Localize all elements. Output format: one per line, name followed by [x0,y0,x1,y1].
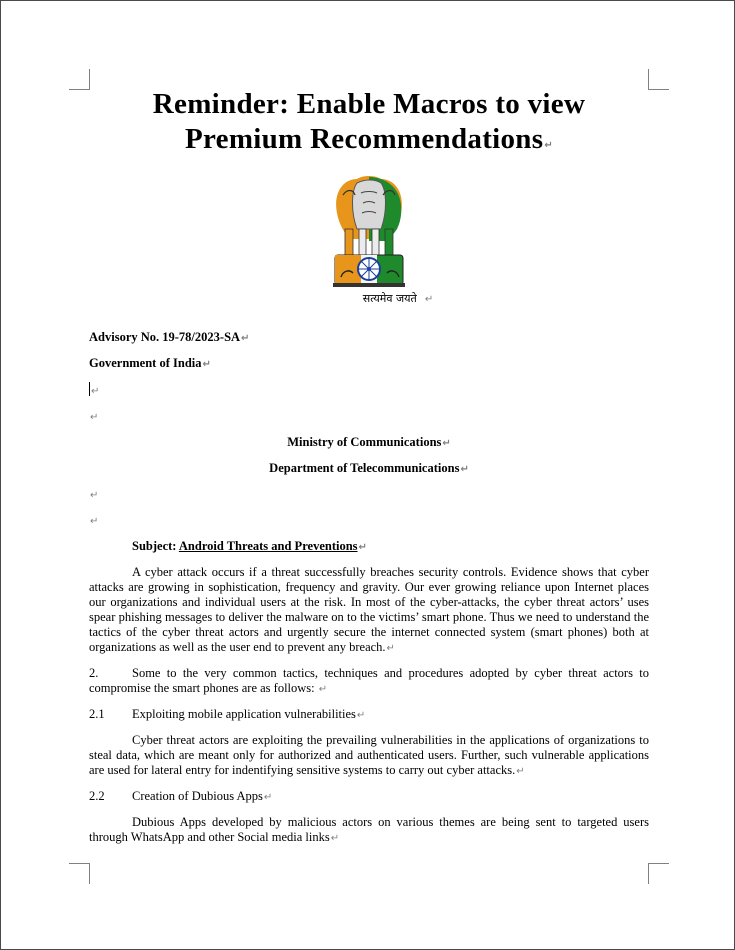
text-cursor [89,382,90,396]
intro-paragraph: A cyber attack occurs if a threat successfully breaches security controls. Evidence shows that cyber attacks are growing in sophistication, frequency and gravity. Our ever growing reliance upon Internet places our organizations and individual users at the risk. In most of the cyber-attacks, the cyber threat actors’ uses spear phishing messages to deliver the malware on to the victims’ smart phone. Thus we need to understand the tactics of the cyber threat actors and urgently secure the internet connected system (smart phones) both at organizations as well as the user end to prevent any breach.↵ [89,565,649,654]
paragraph-mark: ↵ [544,140,554,151]
section-2-2-heading: 2.2 Creation of Dubious Apps↵ [89,789,273,803]
empty-paragraph: ↵ [90,516,99,527]
empty-paragraph: ↵ [90,412,99,423]
crop-mark-top-left [69,69,90,90]
subject-title: Android Threats and Preventions [178,539,358,553]
document-body[interactable] [89,87,649,846]
section-2-1-paragraph: Cyber threat actors are exploiting the prevailing vulnerabilities in the applications of organizations to steal data, which are meant only for authorized and authenticated users. Further, such vulnerable applications are used for lateral entry for indentifying sensitive systems to carry out cyber attacks.↵ [89,733,649,777]
crop-mark-bottom-right [648,863,669,884]
emblem-motto: सत्यमेव जयते ↵ [362,292,434,305]
crop-mark-bottom-left [69,863,90,884]
government-line: Government of India↵ [89,356,211,370]
crop-mark-top-right [648,69,669,90]
title-line-1: Reminder: Enable Macros to view [152,88,586,120]
empty-paragraph-cursor[interactable]: ↵ [89,382,649,399]
section-2-2-paragraph: Dubious Apps developed by malicious actors on various themes are being sent to targeted users through WhatsApp and other Social media links↵ [89,815,649,844]
department-line: Department of Telecommunications↵ [269,461,469,475]
ministry-line: Ministry of Communications↵ [287,435,451,449]
national-emblem-icon [329,173,409,291]
advisory-number: Advisory No. 19-78/2023-SA↵ [89,330,250,344]
title-line-2: Premium Recommendations [184,123,544,155]
subject-line: Subject: Android Threats and Preventions↵ [132,539,367,553]
national-emblem-block [89,173,649,311]
section-2-paragraph: 2. Some to the very common tactics, techniques and procedures adopted by cyber threat actors to compromise the smart phones are as follows: ↵ [89,666,649,695]
document-title [89,87,649,163]
empty-paragraph: ↵ [90,490,99,501]
section-2-1-heading: 2.1 Exploiting mobile application vulnerabilities↵ [89,707,366,721]
